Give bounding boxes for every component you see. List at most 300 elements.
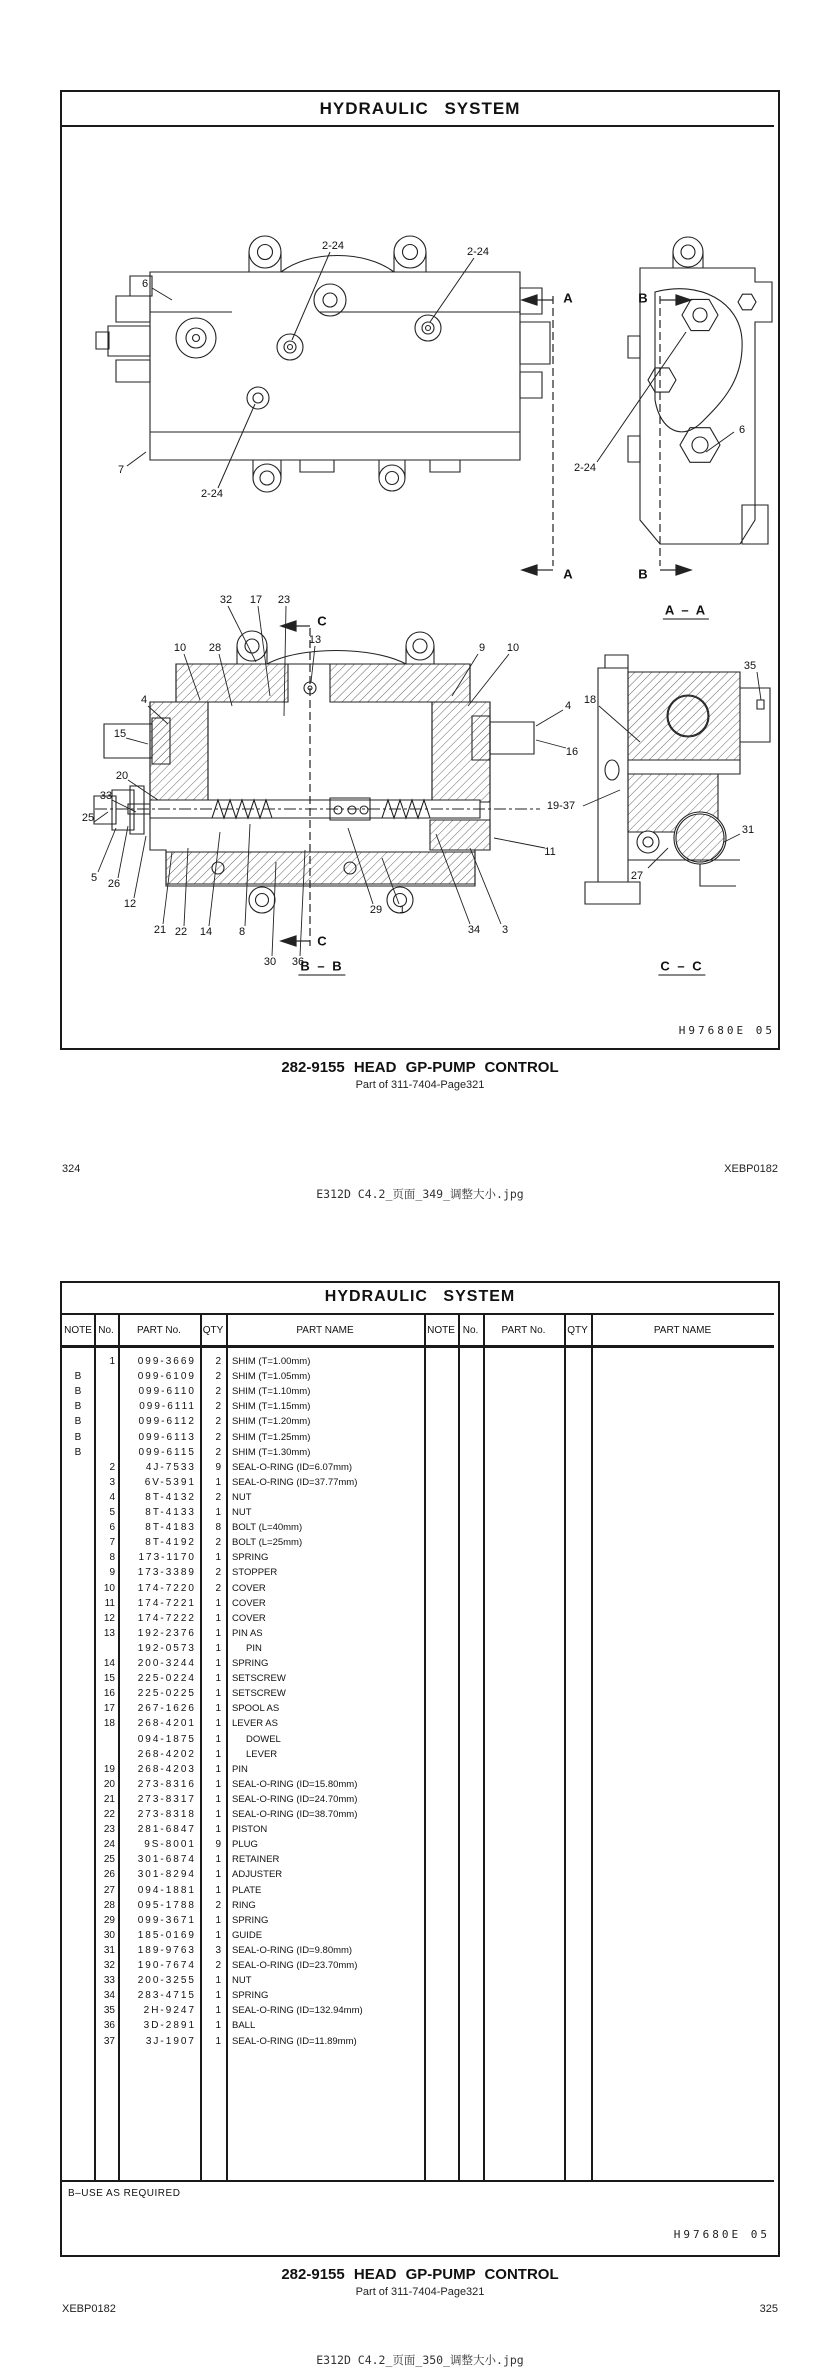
callout-label: 23 (277, 594, 291, 606)
callout-label: 28 (208, 642, 222, 654)
cell-part-name: SEAL-O-RING (ID=23.70mm) (232, 1960, 358, 1971)
cell-quantity: 1 (215, 1552, 221, 1564)
page2-part-title: 282-9155 HEAD GP-PUMP CONTROL (281, 2266, 559, 2283)
cell-part-number: 192-0573 (137, 1642, 196, 1654)
cell-item-number: 27 (103, 1884, 115, 1896)
cell-part-name: SHIM (T=1.15mm) (232, 1401, 311, 1413)
cell-quantity: 2 (215, 1899, 221, 1911)
cell-part-name: SEAL-O-RING (ID=9.80mm) (232, 1944, 353, 1956)
section-label: C (317, 613, 327, 629)
table-row (62, 1384, 778, 1399)
cell-note (62, 1596, 94, 1611)
cell-quantity: 1 (215, 1642, 221, 1654)
cell-quantity: 2 (215, 1537, 221, 1549)
table-row (62, 1565, 778, 1580)
cell-note (62, 1716, 94, 1731)
cell-note (62, 1913, 94, 1928)
cell-part-number: 8T-4133 (145, 1507, 196, 1518)
table-row (62, 1626, 778, 1641)
cell-part-number: 2H-9247 (143, 2005, 196, 2017)
cell-part-number: 174-7221 (137, 1597, 196, 1609)
cell-note (62, 1671, 94, 1686)
table-row (62, 1898, 778, 1913)
column-header-qty: QTY (567, 1324, 588, 1336)
callout-label: 19-37 (546, 800, 576, 812)
cell-part-number: 9S-8001 (144, 1839, 196, 1851)
cell-part-name: SHIM (T=1.10mm) (232, 1386, 311, 1398)
cell-quantity: 1 (215, 1929, 221, 1941)
cell-note (62, 1777, 94, 1792)
cell-quantity: 1 (215, 1733, 221, 1745)
page1-part-subtitle: Part of 311-7404-Page321 (355, 1079, 485, 1091)
cell-note (62, 2003, 94, 2018)
cell-item-number: 9 (109, 1567, 115, 1579)
cell-item-number: 30 (103, 1929, 115, 1941)
cell-part-name: SHIM (T=1.20mm) (232, 1416, 311, 1428)
cell-part-number: 174-7222 (137, 1612, 196, 1624)
cell-note (62, 1988, 94, 2003)
cell-part-number: 185-0169 (137, 1929, 196, 1941)
table-row (62, 1716, 778, 1731)
cell-item-number (94, 1414, 115, 1429)
cell-part-number: 273-8318 (137, 1809, 196, 1820)
cell-item-number: 16 (103, 1688, 115, 1700)
cell-quantity: 2 (215, 1431, 221, 1443)
section-label: A – A (664, 602, 708, 618)
cell-note (62, 1943, 94, 1958)
table-row (62, 1505, 778, 1520)
cell-quantity: 1 (215, 1507, 221, 1518)
cell-part-number: 099-6115 (138, 1446, 196, 1458)
column-header-note: NOTE (64, 1324, 92, 1336)
cell-item-number: 14 (103, 1658, 115, 1669)
cell-part-name: DOWEL (246, 1733, 281, 1745)
cell-quantity: 1 (215, 1763, 221, 1775)
callout-label: 16 (565, 746, 579, 758)
cell-part-number: 273-8317 (137, 1793, 196, 1805)
cell-item-number: 17 (103, 1703, 115, 1715)
table-row (62, 1550, 778, 1565)
callout-label: 6 (141, 278, 149, 290)
page1-doc-code: H97680E 05 (678, 1024, 775, 1037)
cell-note (62, 1656, 94, 1671)
cell-quantity: 2 (215, 1371, 221, 1383)
cell-item-number: 18 (103, 1718, 115, 1730)
parts-table-rows (62, 1354, 774, 2054)
cell-quantity: 1 (215, 1854, 221, 1866)
table-row (62, 1913, 778, 1928)
cell-item-number (94, 1369, 115, 1384)
cell-part-number: 200-3255 (137, 1975, 196, 1987)
cell-note (62, 1807, 94, 1822)
table-row (62, 1671, 778, 1686)
column-header-note: NOTE (427, 1324, 455, 1336)
table-row (62, 1973, 778, 1988)
cell-part-number: 099-3669 (137, 1356, 196, 1367)
table-row (62, 2034, 778, 2049)
cell-quantity: 2 (215, 1491, 221, 1503)
table-row (62, 2003, 778, 2018)
cell-item-number: 2 (109, 1461, 115, 1473)
cell-item-number: 33 (103, 1975, 115, 1987)
page2-doc-code: H97680E 05 (673, 2228, 770, 2241)
cell-part-number: 099-6110 (138, 1386, 196, 1398)
callout-label: 36 (291, 956, 305, 968)
cell-quantity: 2 (215, 1386, 221, 1398)
cell-note (62, 1641, 94, 1656)
callout-label: 18 (583, 694, 597, 706)
section-label: A (563, 290, 573, 306)
cell-part-number: 268-4201 (137, 1718, 196, 1730)
section-label: A (563, 566, 573, 582)
cell-part-number: 225-0224 (137, 1673, 196, 1685)
callout-label: 22 (174, 926, 188, 938)
table-row (62, 1641, 778, 1656)
cell-part-number: 095-1788 (137, 1899, 196, 1911)
cell-part-name: PLUG (232, 1839, 258, 1851)
section-label: B (638, 566, 648, 582)
cell-part-name: PIN AS (232, 1627, 263, 1639)
cell-quantity: 1 (215, 1597, 221, 1609)
cell-part-name: PISTON (232, 1824, 268, 1836)
cell-part-name: SEAL-O-RING (ID=38.70mm) (232, 1809, 358, 1820)
cell-part-name: STOPPER (232, 1567, 278, 1579)
cell-note (62, 1550, 94, 1565)
cell-part-number: 225-0225 (137, 1688, 196, 1700)
table-footnote-separator (62, 2180, 774, 2182)
callout-label: 2-24 (466, 246, 490, 258)
page1-title: HYDRAULIC SYSTEM (319, 99, 521, 118)
diagram-callouts (0, 0, 840, 1050)
cell-item-number: 10 (103, 1582, 115, 1594)
cell-quantity: 1 (215, 1658, 221, 1669)
table-row (62, 1762, 778, 1777)
cell-item-number: 13 (103, 1627, 115, 1639)
callout-label: 17 (249, 594, 263, 606)
cell-quantity: 1 (215, 1869, 221, 1881)
cell-quantity: 1 (215, 2005, 221, 2017)
cell-part-number: 268-4202 (137, 1748, 196, 1760)
callout-label: 4 (140, 694, 148, 706)
cell-item-number: 32 (103, 1960, 115, 1971)
cell-quantity: 2 (215, 1356, 221, 1367)
column-header-no: No. (98, 1324, 114, 1336)
cell-part-number: 094-1875 (137, 1733, 196, 1745)
page2-catalog-code: XEBP0182 (62, 2303, 116, 2315)
cell-part-number: 273-8316 (137, 1778, 196, 1790)
callout-label: 2-24 (321, 240, 345, 252)
cell-note: B (74, 1386, 82, 1398)
cell-part-number: 281-6847 (137, 1824, 196, 1836)
page2-part-subtitle: Part of 311-7404-Page321 (355, 2286, 485, 2298)
cell-item-number: 31 (103, 1944, 115, 1956)
callout-label: 25 (81, 812, 95, 824)
cell-note (62, 1898, 94, 1913)
page1-filename-caption: E312D C4.2_页面_349_调整大小.jpg (316, 1187, 524, 1201)
table-row (62, 1369, 778, 1384)
cell-note (62, 1762, 94, 1777)
cell-quantity: 1 (215, 1884, 221, 1896)
cell-part-name: SEAL-O-RING (ID=11.89mm) (232, 2035, 357, 2047)
cell-part-name: BALL (232, 2020, 256, 2032)
cell-note (62, 1852, 94, 1867)
table-row (62, 1928, 778, 1943)
cell-part-name: RING (232, 1899, 256, 1911)
cell-part-name: LEVER (246, 1748, 278, 1760)
cell-part-name: SPOOL AS (232, 1703, 280, 1715)
cell-item-number (94, 1430, 115, 1445)
cell-part-number: 099-6113 (138, 1431, 196, 1443)
cell-item-number: 22 (103, 1809, 115, 1820)
cell-quantity: 2 (215, 1960, 221, 1971)
cell-part-name: PLATE (232, 1884, 262, 1896)
section-label: C – C (660, 958, 704, 974)
cell-part-number: 4J-7533 (145, 1461, 196, 1473)
callout-label: 2-24 (573, 462, 597, 474)
cell-note (62, 1626, 94, 1641)
cell-part-name: SHIM (T=1.05mm) (232, 1371, 311, 1383)
table-row (62, 1354, 778, 1369)
table-row (62, 1490, 778, 1505)
cell-part-number: 283-4715 (137, 1990, 196, 2002)
callout-label: 21 (153, 924, 167, 936)
cell-item-number: 1 (109, 1356, 115, 1367)
cell-part-name: SPRING (232, 1914, 269, 1926)
table-row (62, 1958, 778, 1973)
cell-part-name: PIN (246, 1642, 262, 1654)
column-header-no: No. (462, 1324, 479, 1336)
cell-quantity: 1 (215, 1748, 221, 1760)
callout-label: 7 (117, 464, 125, 476)
callout-label: 15 (113, 728, 127, 740)
cell-part-name: GUIDE (232, 1929, 263, 1941)
section-label: B (638, 290, 648, 306)
cell-part-name: COVER (232, 1612, 266, 1624)
cell-note (62, 1792, 94, 1807)
cell-note (62, 1686, 94, 1701)
table-row (62, 1701, 778, 1716)
callout-label: 26 (107, 878, 121, 890)
cell-part-number: 8T-4192 (145, 1537, 196, 1549)
cell-note (62, 1460, 94, 1475)
cell-item-number: 6 (109, 1522, 115, 1534)
callout-label: 32 (219, 594, 233, 606)
cell-item-number: 23 (103, 1824, 115, 1836)
cell-quantity: 1 (215, 1627, 221, 1639)
cell-item-number: 37 (103, 2035, 115, 2047)
cell-quantity: 1 (215, 1673, 221, 1685)
callout-label: 3 (501, 924, 509, 936)
cell-note (62, 1565, 94, 1580)
cell-part-name: SEAL-O-RING (ID=132.94mm) (232, 2005, 363, 2017)
cell-part-number: 094-1881 (137, 1884, 196, 1896)
cell-part-number: 3D-2891 (143, 2020, 196, 2032)
cell-part-number: 268-4203 (137, 1763, 196, 1775)
cell-note (62, 1973, 94, 1988)
cell-note (62, 1475, 94, 1490)
callout-label: 5 (90, 872, 98, 884)
callout-label: 35 (743, 660, 757, 672)
table-row (62, 1777, 778, 1792)
cell-part-number: 8T-4132 (145, 1491, 196, 1503)
cell-part-number: 173-3389 (137, 1567, 196, 1579)
callout-label: 30 (263, 956, 277, 968)
cell-item-number: 26 (103, 1869, 115, 1881)
page1-catalog-code: XEBP0182 (724, 1163, 778, 1175)
cell-quantity: 1 (215, 1824, 221, 1836)
cell-note (62, 1928, 94, 1943)
cell-part-name: SEAL-O-RING (ID=15.80mm) (232, 1778, 358, 1790)
cell-part-name: SHIM (T=1.30mm) (232, 1446, 311, 1458)
cell-item-number: 12 (103, 1612, 115, 1624)
cell-note: B (74, 1416, 82, 1428)
cell-item-number (94, 1747, 115, 1762)
callout-label: 2-24 (200, 488, 224, 500)
table-row (62, 1460, 778, 1475)
cell-note (62, 1732, 94, 1747)
cell-item-number: 28 (103, 1899, 115, 1911)
cell-part-number: 200-3244 (137, 1658, 196, 1669)
callout-label: 9 (478, 642, 486, 654)
callout-label: 34 (467, 924, 481, 936)
cell-part-name: PIN (232, 1763, 248, 1775)
table-row (62, 1943, 778, 1958)
cell-item-number: 34 (103, 1990, 115, 2002)
column-header-qty: QTY (202, 1324, 224, 1336)
cell-part-number: 173-1170 (138, 1552, 196, 1564)
cell-part-number: 099-6111 (139, 1401, 196, 1413)
cell-item-number: 8 (109, 1552, 115, 1564)
cell-item-number: 24 (103, 1839, 115, 1851)
cell-quantity: 1 (215, 1688, 221, 1700)
table-row (62, 1822, 778, 1837)
cell-quantity: 1 (215, 1793, 221, 1805)
table-row (62, 1852, 778, 1867)
table-row (62, 1807, 778, 1822)
cell-quantity: 2 (215, 1446, 221, 1458)
table-row (62, 1475, 778, 1490)
cell-note (62, 1837, 94, 1852)
cell-quantity: 2 (215, 1416, 221, 1428)
callout-label: 1 (398, 904, 406, 916)
cell-part-name: BOLT (L=25mm) (232, 1537, 303, 1549)
cell-part-name: SEAL-O-RING (ID=6.07mm) (232, 1461, 353, 1473)
callout-label: 31 (741, 824, 755, 836)
cell-note: B (74, 1401, 82, 1413)
column-header-partno: PART No. (501, 1324, 546, 1336)
cell-item-number: 19 (103, 1763, 115, 1775)
cell-note (62, 1354, 94, 1369)
cell-item-number (94, 1641, 115, 1656)
cell-part-number: 3J-1907 (145, 2035, 196, 2047)
cell-part-name: COVER (232, 1597, 266, 1609)
table-row (62, 1837, 778, 1852)
section-label: B – B (300, 958, 344, 974)
callout-label: 33 (99, 790, 113, 802)
cell-note: B (74, 1431, 82, 1443)
cell-part-number: 6V-5391 (144, 1476, 196, 1488)
cell-note (62, 2018, 94, 2033)
cell-note (62, 1520, 94, 1535)
cell-part-name: SHIM (T=1.25mm) (232, 1431, 311, 1443)
cell-part-name: SEAL-O-RING (ID=24.70mm) (232, 1793, 358, 1805)
cell-note (62, 1701, 94, 1716)
cell-part-number: 099-3671 (137, 1914, 196, 1926)
cell-quantity: 9 (215, 1461, 221, 1473)
callout-label: 29 (369, 904, 383, 916)
callout-label: 14 (199, 926, 213, 938)
cell-quantity: 1 (215, 1718, 221, 1730)
page2-title: HYDRAULIC SYSTEM (324, 1288, 516, 1305)
cell-part-name: SPRING (232, 1990, 269, 2002)
cell-item-number: 3 (109, 1476, 115, 1488)
callout-label: 27 (630, 870, 644, 882)
cell-quantity: 3 (215, 1944, 221, 1956)
cell-note (62, 1535, 94, 1550)
page1-page-number: 324 (62, 1163, 81, 1175)
cell-part-name: SPRING (232, 1658, 269, 1669)
cell-note (62, 1958, 94, 1973)
callout-label: 10 (173, 642, 187, 654)
table-footnote: B–USE AS REQUIRED (68, 2188, 181, 2199)
cell-note (62, 1581, 94, 1596)
callout-label: 4 (564, 700, 572, 712)
cell-item-number: 7 (109, 1537, 115, 1549)
callout-label: 11 (544, 846, 556, 858)
cell-note (62, 1867, 94, 1882)
page1-part-title: 282-9155 HEAD GP-PUMP CONTROL (281, 1059, 559, 1076)
cell-part-name: SETSCREW (232, 1688, 286, 1700)
cell-quantity: 1 (215, 1990, 221, 2002)
cell-item-number: 5 (109, 1507, 115, 1518)
cell-quantity: 1 (215, 1476, 221, 1488)
cell-part-number: 267-1626 (137, 1703, 196, 1715)
table-row (62, 1535, 778, 1550)
page2-page-number: 325 (759, 2303, 778, 2315)
table-row (62, 1520, 778, 1535)
cell-item-number: 11 (104, 1597, 115, 1609)
table-row (62, 1430, 778, 1445)
table-row (62, 1596, 778, 1611)
table-row (62, 1414, 778, 1429)
cell-part-number: 099-6109 (137, 1371, 196, 1383)
table-row (62, 2018, 778, 2033)
cell-part-name: BOLT (L=40mm) (232, 1522, 303, 1534)
cell-part-name: SETSCREW (232, 1673, 286, 1685)
cell-item-number: 25 (103, 1854, 115, 1866)
cell-item-number: 4 (109, 1491, 115, 1503)
cell-quantity: 8 (215, 1522, 221, 1534)
cell-item-number: 36 (103, 2020, 115, 2032)
cell-note (62, 1611, 94, 1626)
column-header-partname: PART NAME (296, 1324, 354, 1336)
cell-part-number: 192-2376 (137, 1627, 196, 1639)
cell-part-name: NUT (232, 1975, 252, 1987)
column-header-partno: PART No. (137, 1324, 181, 1336)
table-row (62, 1867, 778, 1882)
cell-part-name: RETAINER (232, 1854, 280, 1866)
cell-part-name: ADJUSTER (232, 1869, 283, 1881)
table-row (62, 1883, 778, 1898)
cell-item-number (94, 1445, 115, 1460)
cell-part-number: 301-8294 (137, 1869, 196, 1881)
cell-quantity: 1 (215, 1703, 221, 1715)
cell-item-number: 20 (103, 1778, 115, 1790)
cell-note: B (74, 1371, 82, 1383)
table-row (62, 1732, 778, 1747)
cell-part-number: 174-7220 (137, 1582, 196, 1594)
cell-quantity: 1 (215, 2035, 221, 2047)
